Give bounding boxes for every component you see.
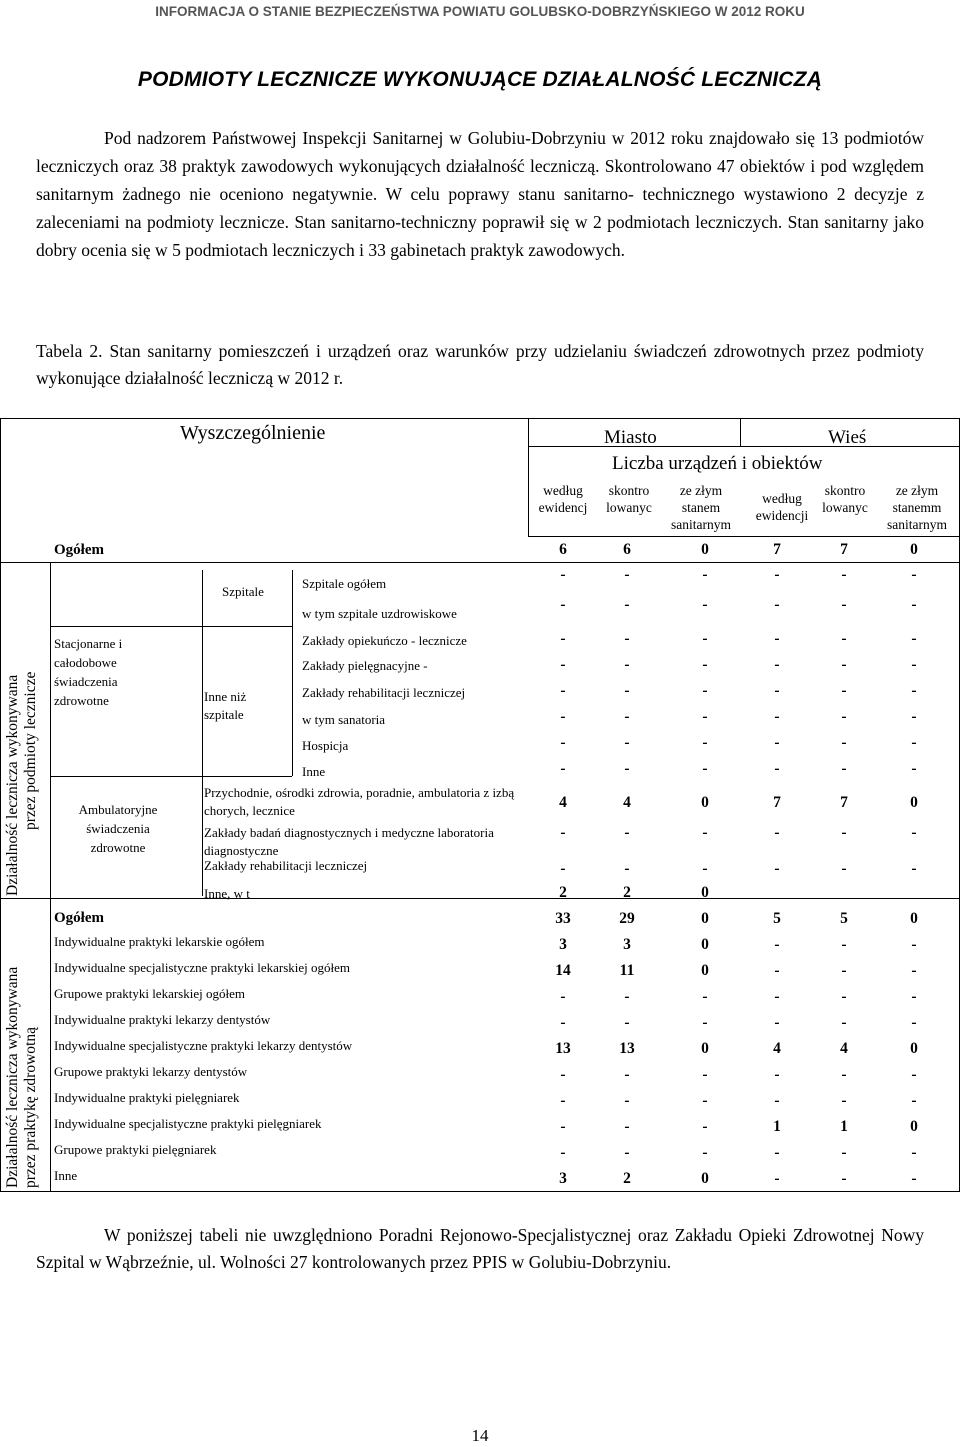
row2-8-value-1: - <box>624 1144 630 1161</box>
inne-wt-value-2: 0 <box>701 884 709 901</box>
header-liczba: Liczba urządzeń i obiektów <box>612 453 823 474</box>
row1-2-value-1: - <box>624 630 630 647</box>
row2-9-label: Inne <box>54 1168 78 1183</box>
row1-4-value-4: - <box>841 682 847 699</box>
col-miasto-zly-stan: ze złym stanem sanitarnym <box>671 483 731 532</box>
row1-1-value-2: - <box>702 596 708 613</box>
inne-wt-value-0: 2 <box>559 884 567 901</box>
inne-wt-label: Inne, w t <box>204 886 250 901</box>
row2-2-value-0: - <box>560 988 566 1005</box>
col-wies-zly-stan: ze złym stanemm sanitarnym <box>887 483 947 532</box>
ogolem1-value-5: 0 <box>910 541 918 558</box>
row2-8-value-5: - <box>911 1144 917 1161</box>
row2-2-label: Grupowe praktyki lekarskiej ogółem <box>54 986 245 1001</box>
row2-5-value-4: - <box>841 1066 847 1083</box>
row2-7-value-3: 1 <box>773 1118 781 1135</box>
row1-9-label: Zakłady badań diagnostycznych i medyczne laboratoria diagnostyczne <box>204 825 494 858</box>
row1-7-value-0: - <box>560 760 566 777</box>
row2-4-value-3: 4 <box>773 1040 781 1057</box>
row2-1-value-2: 0 <box>701 962 709 979</box>
row2-3-value-4: - <box>841 1014 847 1031</box>
row2-4-value-4: 4 <box>840 1040 848 1057</box>
row1-10-value-5: - <box>911 860 917 877</box>
row2-2-value-4: - <box>841 988 847 1005</box>
row1-9-value-0: - <box>560 824 566 841</box>
label-szpitale: Szpitale <box>222 584 264 599</box>
row2-4-label: Indywidualne specjalistyczne praktyki lekarzy dentystów <box>54 1038 353 1053</box>
row1-7-value-1: - <box>624 760 630 777</box>
row2-5-value-0: - <box>560 1066 566 1083</box>
ogolem1-value-2: 0 <box>701 541 709 558</box>
ogolem1-value-1: 6 <box>623 541 631 558</box>
sanitary-table <box>0 418 960 1192</box>
row2-4-value-2: 0 <box>701 1040 709 1057</box>
row1-0-value-1: - <box>624 566 630 583</box>
row1-9-value-4: - <box>841 824 847 841</box>
row1-5-value-3: - <box>774 708 780 725</box>
row2-9-value-1: 2 <box>623 1170 631 1187</box>
row1-9-value-5: - <box>911 824 917 841</box>
side-label-group1-line1: Działalność lecznicza wykonywana <box>4 674 21 896</box>
row1-2-value-3: - <box>774 630 780 647</box>
row2-0-value-0: 3 <box>559 936 567 953</box>
header-wyszczegolnienie: Wyszczególnienie <box>180 422 326 444</box>
row2-6-value-2: - <box>702 1092 708 1109</box>
row2-8-label: Grupowe praktyki pielęgniarek <box>54 1142 217 1157</box>
row2-1-label: Indywidualne specjalistyczne praktyki lekarskiej ogółem <box>54 960 351 975</box>
intro-paragraph: Pod nadzorem Państwowej Inspekcji Sanitarnej w Golubiu-Dobrzyniu w 2012 roku znajdowało się 13 podmiotów leczniczych oraz 38 praktyk zawodowych wykonujących działalność leczniczą. Skontrolowano 47 obiektów i pod względem sanitarnym żadnego nie oceniono negatywnie. W celu poprawy stanu sanitarno- technicznego wystawiono 2 decyzje z zaleceniami na podmioty lecznicze. Stan sanitarno-techniczny poprawił się w 2 podmiotach leczniczych. Stan sanitarny jako dobry ocenia się w 5 podmiotach leczniczych i 33 gabinetach praktyk zawodowych. <box>36 128 924 260</box>
row1-1-value-1: - <box>624 596 630 613</box>
row1-2-label: Zakłady opiekuńczo - lecznicze <box>302 633 467 648</box>
col-miasto-ewidencja: według ewidencj <box>538 483 588 515</box>
row2-1-value-4: - <box>841 962 847 979</box>
row2-7-value-4: 1 <box>840 1118 848 1135</box>
row2-6-value-0: - <box>560 1092 566 1109</box>
side-label-group2-line1: Działalność lecznicza wykonywana <box>4 966 21 1188</box>
row1-1-value-0: - <box>560 596 566 613</box>
ogolem1-label: Ogółem <box>54 542 104 558</box>
row2-2-value-5: - <box>911 988 917 1005</box>
row1-10-value-4: - <box>841 860 847 877</box>
row1-6-label: Hospicja <box>302 738 349 753</box>
row1-10-value-0: - <box>560 860 566 877</box>
row1-3-value-0: - <box>560 656 566 673</box>
ogolem2-label: Ogółem <box>54 910 104 926</box>
ogolem1-value-3: 7 <box>773 541 781 558</box>
row1-0-value-4: - <box>841 566 847 583</box>
row1-9-value-2: - <box>702 824 708 841</box>
row1-6-value-1: - <box>624 734 630 751</box>
row2-1-value-3: - <box>774 962 780 979</box>
row2-9-value-4: - <box>841 1170 847 1187</box>
row1-7-label: Inne <box>302 764 326 779</box>
row1-7-value-5: - <box>911 760 917 777</box>
row2-1-value-5: - <box>911 962 917 979</box>
side-label-group2-line2: przez praktykę zdrowotną <box>22 1027 39 1188</box>
row1-4-value-3: - <box>774 682 780 699</box>
table-caption: Tabela 2. Stan sanitarny pomieszczeń i urządzeń oraz warunków przy udzielaniu świadczeń zdrowotnych przez podmioty wykonujące działalność leczniczą w 2012 r. <box>36 341 924 388</box>
row2-1-value-1: 11 <box>619 962 635 979</box>
header-wies: Wieś <box>828 427 867 448</box>
row1-2-value-4: - <box>841 630 847 647</box>
row2-9-value-2: 0 <box>701 1170 709 1187</box>
row2-0-value-2: 0 <box>701 936 709 953</box>
row2-8-value-4: - <box>841 1144 847 1161</box>
label-inne-niz-szpitale: Inne niż szpitale <box>204 689 247 722</box>
row2-9-value-0: 3 <box>559 1170 567 1187</box>
row2-5-label: Grupowe praktyki lekarzy dentystów <box>54 1064 248 1079</box>
row1-0-label: Szpitale ogółem <box>302 576 387 591</box>
row1-7-value-3: - <box>774 760 780 777</box>
row1-5-value-2: - <box>702 708 708 725</box>
col-wies-skontrolowane: skontro lowanyc <box>822 483 868 515</box>
row1-3-value-2: - <box>702 656 708 673</box>
row2-4-value-0: 13 <box>555 1040 571 1057</box>
row1-10-label: Zakłady rehabilitacji leczniczej <box>204 858 368 873</box>
row1-3-value-1: - <box>624 656 630 673</box>
row1-10-value-3: - <box>774 860 780 877</box>
row2-4-value-5: 0 <box>910 1040 918 1057</box>
ogolem2-value-0: 33 <box>555 910 571 927</box>
row1-1-value-5: - <box>911 596 917 613</box>
row2-6-value-4: - <box>841 1092 847 1109</box>
ogolem2-value-5: 0 <box>910 910 918 927</box>
row2-5-value-5: - <box>911 1066 917 1083</box>
row1-4-value-1: - <box>624 682 630 699</box>
header-miasto: Miasto <box>604 427 657 448</box>
row1-7-value-2: - <box>702 760 708 777</box>
row1-7-value-4: - <box>841 760 847 777</box>
col-wies-ewidencja: według ewidencji <box>755 491 809 523</box>
row1-1-label: w tym szpitale uzdrowiskowe <box>302 606 457 621</box>
row2-0-value-5: - <box>911 936 917 953</box>
row2-0-value-1: 3 <box>623 936 631 953</box>
row1-8-value-3: 7 <box>773 794 781 811</box>
row2-0-value-3: - <box>774 936 780 953</box>
page-title: PODMIOTY LECZNICZE WYKONUJĄCE DZIAŁALNOŚĆ LECZNICZĄ <box>137 68 823 91</box>
row2-9-value-3: - <box>774 1170 780 1187</box>
row1-6-value-2: - <box>702 734 708 751</box>
row1-0-value-5: - <box>911 566 917 583</box>
row2-6-label: Indywidualne praktyki pielęgniarek <box>54 1090 240 1105</box>
row1-2-value-0: - <box>560 630 566 647</box>
label-stacjonarne: Stacjonarne i całodobowe świadczenia zdrowotne <box>54 636 123 708</box>
row1-8-value-1: 4 <box>623 794 631 811</box>
row1-4-label: Zakłady rehabilitacji leczniczej <box>302 685 466 700</box>
row1-5-value-1: - <box>624 708 630 725</box>
row2-7-label: Indywidualne specjalistyczne praktyki pielęgniarek <box>54 1116 322 1131</box>
ogolem2-value-3: 5 <box>773 910 781 927</box>
row1-4-value-0: - <box>560 682 566 699</box>
row2-3-label: Indywidualne praktyki lekarzy dentystów <box>54 1012 271 1027</box>
row2-6-value-1: - <box>624 1092 630 1109</box>
page-header: INFORMACJA O STANIE BEZPIECZEŃSTWA POWIATU GOLUBSKO-DOBRZYŃSKIEGO W 2012 ROKU <box>155 4 805 19</box>
row1-3-label: Zakłady pielęgnacyjne - <box>302 658 428 673</box>
ogolem2-value-1: 29 <box>619 910 635 927</box>
row2-6-value-3: - <box>774 1092 780 1109</box>
row2-5-value-3: - <box>774 1066 780 1083</box>
row2-3-value-2: - <box>702 1014 708 1031</box>
row1-8-value-4: 7 <box>840 794 848 811</box>
footnote: W poniższej tabeli nie uwzględniono Poradni Rejonowo-Specjalistycznej oraz Zakładu Opieki Zdrowotnej Nowy Szpital w Wąbrzeźnie, ul. Wolności 27 kontrolowanych przez PPIS w Golubiu-Dobrzyniu. <box>36 1225 924 1272</box>
row1-8-value-2: 0 <box>701 794 709 811</box>
row1-3-value-4: - <box>841 656 847 673</box>
row2-5-value-1: - <box>624 1066 630 1083</box>
inne-wt-value-1: 2 <box>623 884 631 901</box>
row1-8-value-0: 4 <box>559 794 567 811</box>
row2-7-value-1: - <box>624 1118 630 1135</box>
row1-6-value-3: - <box>774 734 780 751</box>
side-label-group1-line2: przez podmioty lecznicze <box>22 671 39 830</box>
ogolem2-value-2: 0 <box>701 910 709 927</box>
row2-1-value-0: 14 <box>555 962 571 979</box>
row2-3-value-5: - <box>911 1014 917 1031</box>
row1-10-value-1: - <box>624 860 630 877</box>
row2-3-value-3: - <box>774 1014 780 1031</box>
row2-4-value-1: 13 <box>619 1040 635 1057</box>
row1-2-value-2: - <box>702 630 708 647</box>
row1-8-value-5: 0 <box>910 794 918 811</box>
row2-3-value-0: - <box>560 1014 566 1031</box>
row1-4-value-5: - <box>911 682 917 699</box>
row2-0-value-4: - <box>841 936 847 953</box>
row2-7-value-2: - <box>702 1118 708 1135</box>
page-number: 14 <box>471 1426 489 1445</box>
row2-2-value-1: - <box>624 988 630 1005</box>
row2-7-value-5: 0 <box>910 1118 918 1135</box>
row1-3-value-5: - <box>911 656 917 673</box>
row1-1-value-3: - <box>774 596 780 613</box>
row2-7-value-0: - <box>560 1118 566 1135</box>
row2-9-value-5: - <box>911 1170 917 1187</box>
row1-8-label: Przychodnie, ośrodki zdrowia, poradnie, ambulatoria z izbą chorych, lecznice <box>204 785 515 818</box>
row1-9-value-1: - <box>624 824 630 841</box>
row1-6-value-4: - <box>841 734 847 751</box>
row2-3-value-1: - <box>624 1014 630 1031</box>
row1-10-value-2: - <box>702 860 708 877</box>
row1-5-value-5: - <box>911 708 917 725</box>
row2-8-value-3: - <box>774 1144 780 1161</box>
row1-3-value-3: - <box>774 656 780 673</box>
row1-5-value-0: - <box>560 708 566 725</box>
row1-1-value-4: - <box>841 596 847 613</box>
row1-9-value-3: - <box>774 824 780 841</box>
row2-8-value-0: - <box>560 1144 566 1161</box>
row1-5-value-4: - <box>841 708 847 725</box>
row1-0-value-2: - <box>702 566 708 583</box>
row1-6-value-0: - <box>560 734 566 751</box>
ogolem1-value-0: 6 <box>559 541 567 558</box>
row1-5-label: w tym sanatoria <box>302 712 386 727</box>
row2-2-value-2: - <box>702 988 708 1005</box>
row1-2-value-5: - <box>911 630 917 647</box>
row1-4-value-2: - <box>702 682 708 699</box>
row2-6-value-5: - <box>911 1092 917 1109</box>
ogolem1-value-4: 7 <box>840 541 848 558</box>
row2-2-value-3: - <box>774 988 780 1005</box>
ogolem2-value-4: 5 <box>840 910 848 927</box>
row2-5-value-2: - <box>702 1066 708 1083</box>
row2-8-value-2: - <box>702 1144 708 1161</box>
row1-0-value-3: - <box>774 566 780 583</box>
row1-0-value-0: - <box>560 566 566 583</box>
label-ambulatoryjne: Ambulatoryjne świadczenia zdrowotne <box>78 802 158 855</box>
row2-0-label: Indywidualne praktyki lekarskie ogółem <box>54 934 265 949</box>
col-miasto-skontrolowane: skontro lowanyc <box>606 483 652 515</box>
row1-6-value-5: - <box>911 734 917 751</box>
